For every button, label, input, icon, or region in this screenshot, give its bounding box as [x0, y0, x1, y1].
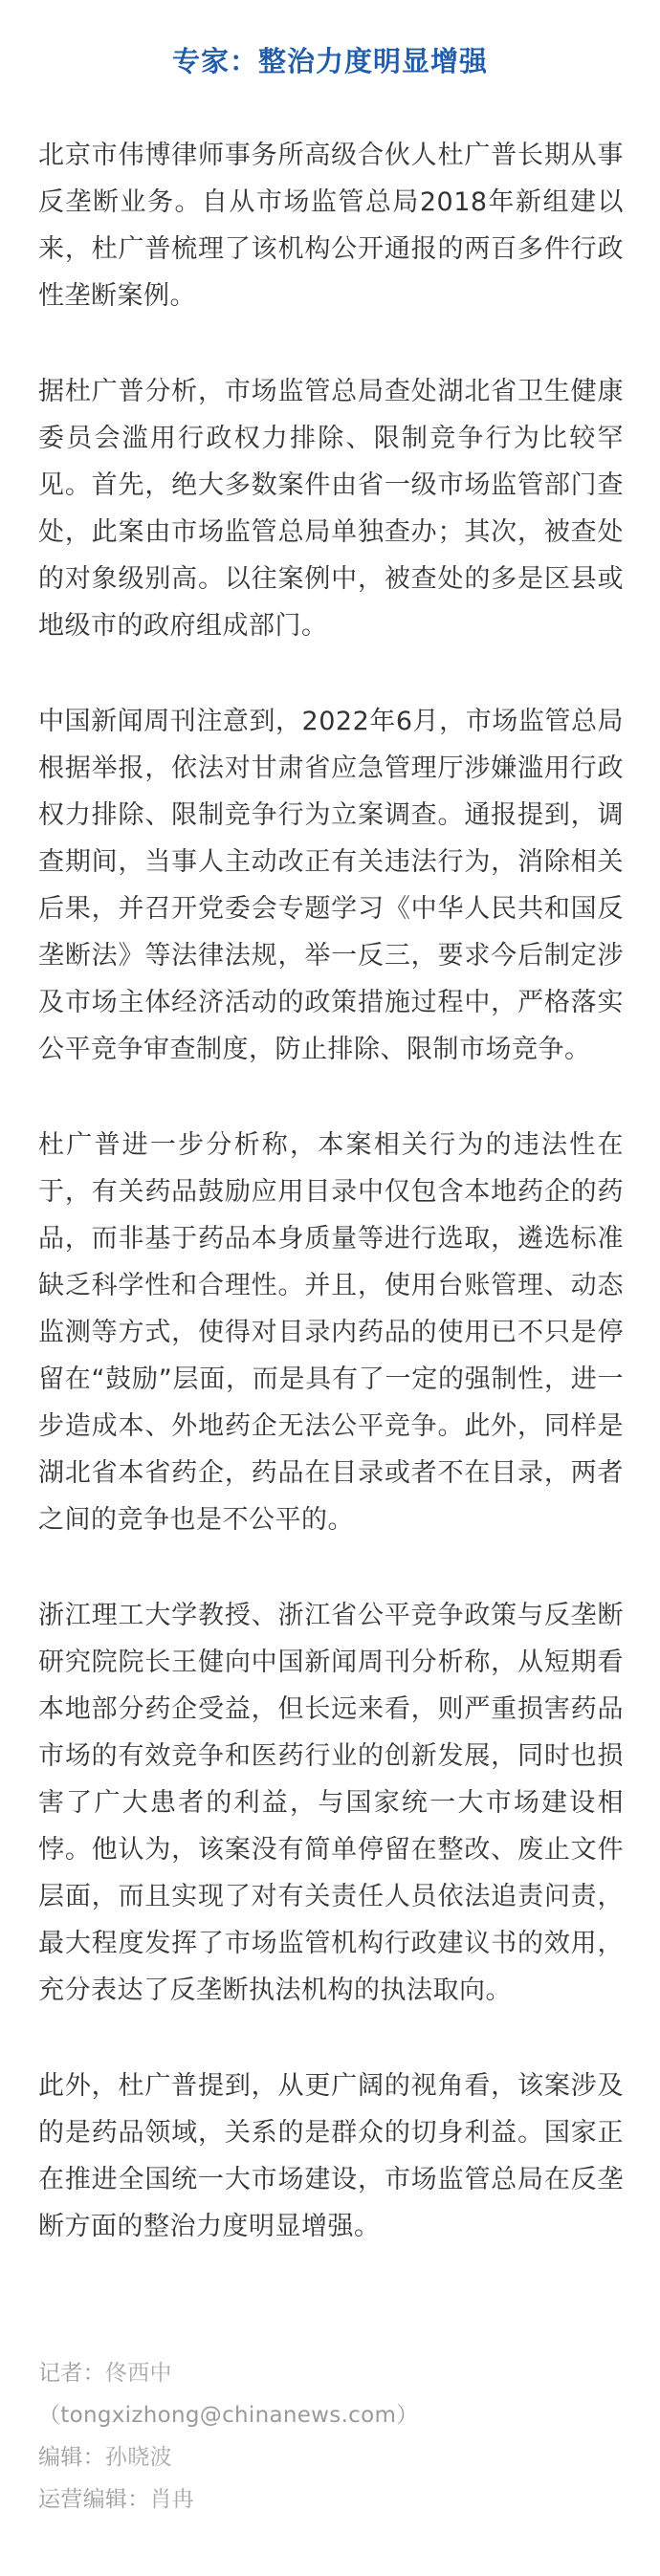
editor-label: 编辑： — [38, 2445, 105, 2470]
ops-editor-name: 肖冉 — [149, 2487, 195, 2512]
reporter-email: （tongxizhong@chinanews.com） — [38, 2403, 419, 2428]
article-paragraph-4: 杜广普进一步分析称，本案相关行为的违法性在于，有关药品鼓励应用目录中仅包含本地药企的药品，而非基于药品本身质量等进行选取，遴选标准缺乏科学性和合理性。并且，使用台账管理、动态监测等方式，使得对目录内药品的使用已不只是停留在“鼓励”层面，而是具有了一定的强制性，进一步造成本、外地药企无法公平竞争。此外，同样是湖北省本省药企，药品在目录或者不在目录，两者之间的竞争也是不公平的。 — [38, 1130, 624, 1535]
ops-editor-line — [38, 2478, 624, 2521]
article-paragraph-5: 浙江理工大学教授、浙江省公平竞争政策与反垄断研究院院长王健向中国新闻周刊分析称，从短期看本地部分药企受益，但长远来看，则严重损害药品市场的有效竞争和医药行业的创新发展，同时也损害了广大患者的利益，与国家统一大市场建设相悖。他认为，该案没有简单停留在整改、废止文件层面，而且实现了对有关责任人员依法追责问责，最大程度发挥了市场监管机构行政建议书的效用，充分表达了反垄断执法机构的执法取向。 — [38, 1601, 624, 2005]
article-paragraph-2: 据杜广普分析，市场监管总局查处湖北省卫生健康委员会滥用行政权力排除、限制竞争行为比较罕见。首先，绝大多数案件由省一级市场监管部门查处，此案由市场监管总局单独查办；其次，被查处的对象级别高。以往案例中，被查处的多是区县或地级市的政府组成部门。 — [38, 377, 624, 641]
reporter-line — [38, 2352, 624, 2394]
reporter-name: 佟西中 — [104, 2361, 172, 2386]
article-paragraph-6: 此外，杜广普提到，从更广阔的视角看，该案涉及的是药品领域，关系的是群众的切身利益。国家正在推进全国统一大市场建设，市场监管总局在反垄断方面的整治力度明显增强。 — [38, 2071, 624, 2241]
article-paragraph-3: 中国新闻周刊注意到，2022年6月，市场监管总局根据举报，依法对甘肃省应急管理厅涉嫌滥用行政权力排除、限制竞争行为立案调查。通报提到，调查期间，当事人主动改正有关违法行为，消除相关后果，并召开党委会专题学习《中华人民共和国反垄断法》等法律法规，举一反三，要求今后制定涉及市场主体经济活动的政策措施过程中，严格落实公平竞争审查制度，防止排除、限制市场竞争。 — [38, 707, 624, 1064]
reporter-label: 记者： — [38, 2361, 105, 2386]
editor-line — [38, 2436, 624, 2478]
ops-editor-label: 运营编辑： — [38, 2487, 150, 2512]
article-credits — [38, 2352, 624, 2521]
editor-name: 孙晓波 — [104, 2445, 172, 2470]
article-body — [38, 132, 624, 2299]
article-title: 专家：整治力度明显增强 — [171, 45, 488, 77]
article-paragraph-1: 北京市伟博律师事务所高级合伙人杜广普长期从事反垄断业务。自从市场监管总局2018年新组建以来，杜广普梳理了该机构公开通报的两百多件行政性垄断案例。 — [38, 141, 624, 311]
